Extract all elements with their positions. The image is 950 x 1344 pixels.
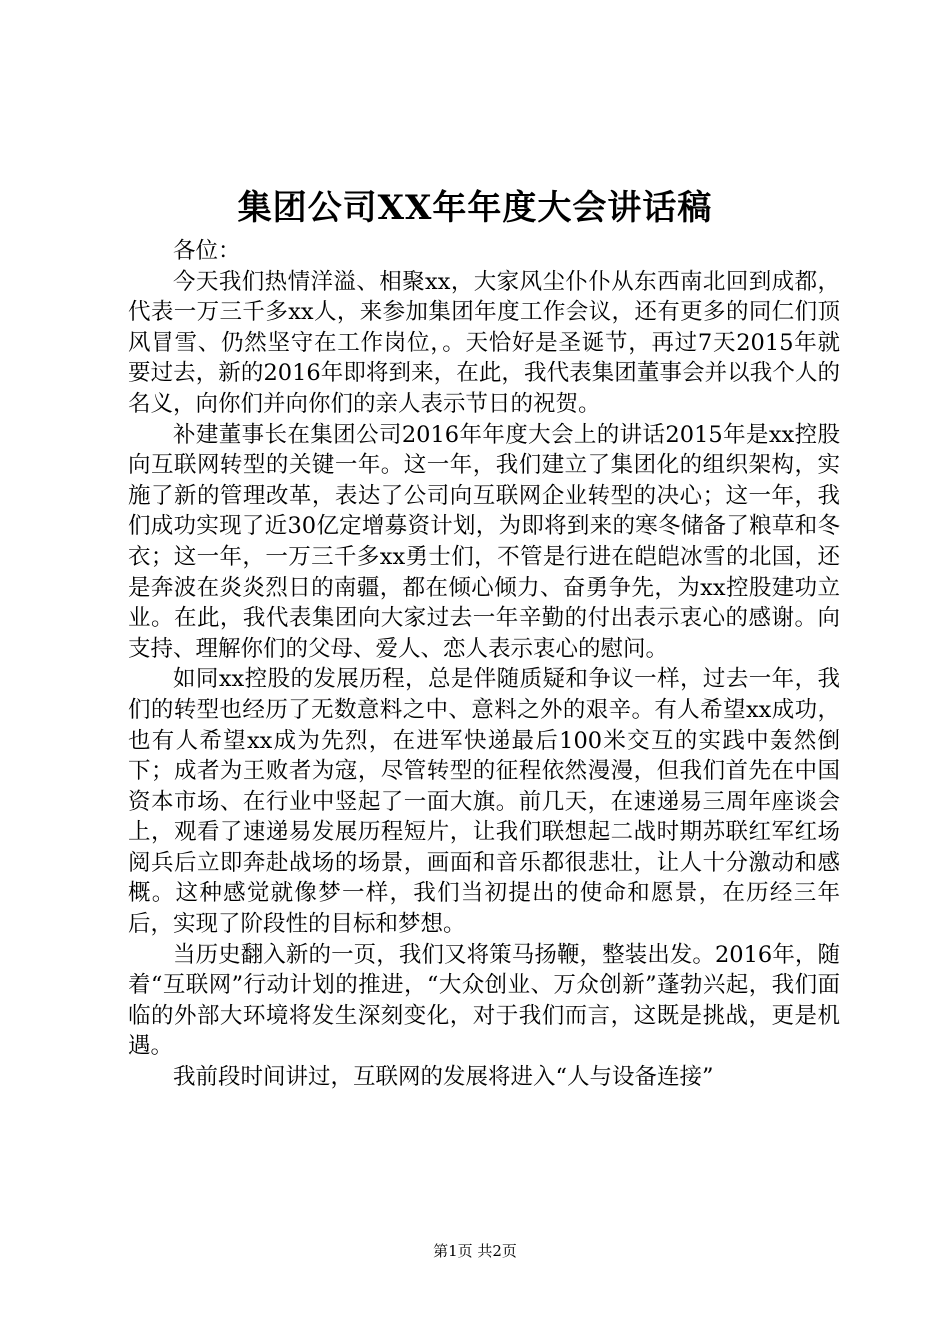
document-body <box>128 236 840 1093</box>
paragraph: 当历史翻入新的一页，我们又将策马扬鞭，整装出发。2016年，随着“互联网”行动计划的推进，“大众创业、万众创新”蓬勃兴起，我们面临的外部大环境将发生深刻变化，对于我们而言，这既是挑战，更是机遇。 <box>128 941 840 1060</box>
paragraph: 如同xx控股的发展历程，总是伴随质疑和争议一样，过去一年，我们的转型也经历了无数意料之中、意料之外的艰辛。有人希望xx成功，也有人希望xx成为先烈，在进军快递最后100米交互的实践中轰然倒下；成者为王败者为寇，尽管转型的征程依然漫漫，但我们首先在中国资本市场、在行业中竖起了一面大旗。前几天，在速递易三周年座谈会上，观看了速递易发展历程短片，让我们联想起二战时期苏联红军红场阅兵后立即奔赴战场的场景，画面和音乐都很悲壮，让人十分激动和感概。这种感觉就像梦一样，我们当初提出的使命和愿景，在历经三年后，实现了阶段性的目标和梦想。 <box>128 666 840 938</box>
salutation: 各位： <box>173 238 241 264</box>
document-title: 集团公司XX年年度大会讲话稿 <box>237 188 713 228</box>
page-footer: 第1页 共2页 <box>433 1242 517 1260</box>
paragraph: 补建董事长在集团公司2016年年度大会上的讲话2015年是xx控股向互联网转型的关键一年。这一年，我们建立了集团化的组织架构，实施了新的管理改革，表达了公司向互联网企业转型的决心；这一年，我们成功实现了近30亿定增募资计划，为即将到来的寒冬储备了粮草和冬衣；这一年，一万三千多xx勇士们，不管是行进在皑皑冰雪的北国，还是奔波在炎炎烈日的南疆，都在倾心倾力、奋勇争先，为xx控股建功立业。在此，我代表集团向大家过去一年辛勤的付出表示衷心的感谢。向支持、理解你们的父母、爱人、恋人表示衷心的慰问。 <box>128 421 840 662</box>
paragraph: 我前段时间讲过，互联网的发展将进入“人与设备连接” <box>173 1064 714 1091</box>
paragraph: 今天我们热情洋溢、相聚xx，大家风尘仆仆从东西南北回到成都，代表一万三千多xx人，来参加集团年度工作会议，还有更多的同仁们顶风冒雪、仍然坚守在工作岗位，。天恰好是圣诞节，再过7天2015年就要过去，新的2016年即将到来，在此，我代表集团董事会并以我个人的名义，向你们并向你们的亲人表示节日的祝贺。 <box>128 268 840 417</box>
